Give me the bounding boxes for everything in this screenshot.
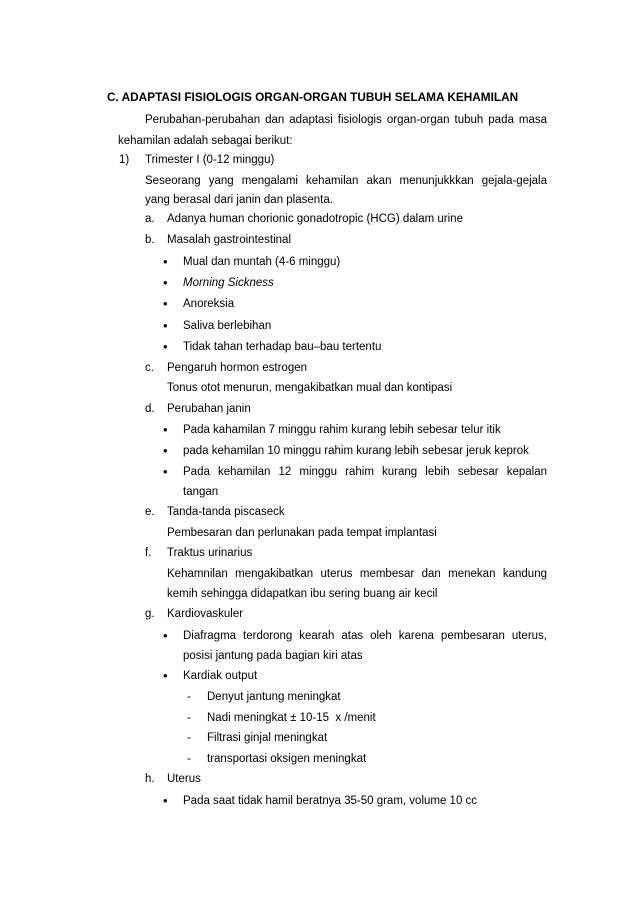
item-letter: a. — [145, 213, 155, 225]
bullet-text: Kardiak output — [183, 670, 258, 682]
item-letter: f. — [145, 547, 152, 559]
bullet-marker: • — [163, 628, 168, 643]
intro-line: Perubahan-perubahan dan adaptasi fisiologis organ-organ tubuh pada masa — [145, 114, 547, 126]
bullet-text: Pada saat tidak hamil beratnya 35-50 gram, volume 10 cc — [183, 795, 478, 807]
item-title: Adanya human chorionic gonadotropic (HCG) dalam urine — [167, 213, 463, 225]
dash-marker: - — [187, 691, 191, 703]
dash-item-text: Filtrasi ginjal meningkat — [207, 732, 328, 744]
bullet-text: Pada kahamilan 7 minggu rahim kurang lebih sebesar telur itik — [183, 424, 501, 436]
item-text: Tonus otot menurun, mengakibatkan mual dan kontipasi — [167, 382, 453, 394]
dash-marker: - — [187, 732, 191, 744]
dash-item-text: Nadi meningkat ± 10-15 x /menit — [207, 712, 376, 724]
item-text: Pembesaran dan perlunakan pada tempat implantasi — [167, 527, 437, 539]
dash-marker: - — [187, 753, 191, 765]
bullet-text: Pada kehamilan 12 minggu rahim kurang lebih sebesar kepalan — [183, 466, 547, 478]
bullet-marker: • — [163, 296, 168, 311]
bullet-marker: • — [163, 318, 168, 333]
bullet-marker: • — [163, 464, 168, 479]
bullet-text: Anoreksia — [183, 298, 235, 310]
bullet-text: Saliva berlebihan — [183, 320, 272, 332]
bullet-text: Mual dan muntah (4-6 minggu) — [183, 256, 341, 268]
item-letter: d. — [145, 403, 155, 415]
bullet-marker: • — [163, 443, 168, 458]
item-letter: h. — [145, 773, 155, 785]
item-title: Kardiovaskuler — [167, 608, 244, 620]
bullet-text: tangan — [183, 486, 219, 498]
bullet-text: Diafragma terdorong kearah atas oleh karena pembesaran uterus, — [183, 630, 547, 642]
item-text: Kehamnilan mengakibatkan uterus membesar dan menekan kandung — [167, 568, 547, 580]
item-text: kemih sehingga didapatkan ibu sering buang air kecil — [167, 588, 438, 600]
item-title: Pengaruh hormon estrogen — [167, 362, 308, 374]
item-title: Traktus urinarius — [167, 547, 253, 559]
bullet-marker: • — [163, 339, 168, 354]
dash-item-text: Denyut jantung meningkat — [207, 691, 341, 703]
dash-item-text: transportasi oksigen meningkat — [207, 753, 367, 765]
bullet-marker: • — [163, 254, 168, 269]
item-title: Uterus — [167, 773, 201, 785]
trimester-number: 1) — [119, 154, 130, 166]
bullet-text: posisi jantung pada bagian kiri atas — [183, 650, 363, 662]
item-title: Masalah gastrointestinal — [167, 234, 292, 246]
item-letter: c. — [145, 362, 154, 374]
bullet-marker: • — [163, 668, 168, 683]
item-letter: b. — [145, 234, 155, 246]
bullet-text: pada kehamilan 10 minggu rahim kurang lebih sebesar jeruk keprok — [183, 445, 529, 457]
bullet-text: Morning Sickness — [183, 277, 274, 289]
intro-line: kehamilan adalah sebagai berikut: — [118, 135, 293, 147]
bullet-marker: • — [163, 422, 168, 437]
bullet-marker: • — [163, 275, 168, 290]
item-letter: g. — [145, 608, 155, 620]
dash-marker: - — [187, 712, 191, 724]
section-heading: C. ADAPTASI FISIOLOGIS ORGAN-ORGAN TUBUH SELAMA KEHAMILAN — [107, 90, 519, 104]
item-title: Perubahan janin — [167, 403, 251, 415]
trimester-description-line: yang berasal dari janin dan plasenta. — [145, 194, 333, 206]
bullet-text: Tidak tahan terhadap bau–bau tertentu — [183, 341, 382, 353]
bullet-marker: • — [163, 793, 168, 808]
trimester-title: Trimester I (0-12 minggu) — [145, 154, 275, 166]
item-letter: e. — [145, 506, 155, 518]
trimester-description-line: Seseorang yang mengalami kehamilan akan menunjukkkan gejala-gejala — [145, 175, 547, 187]
item-title: Tanda-tanda piscaseck — [167, 506, 285, 518]
